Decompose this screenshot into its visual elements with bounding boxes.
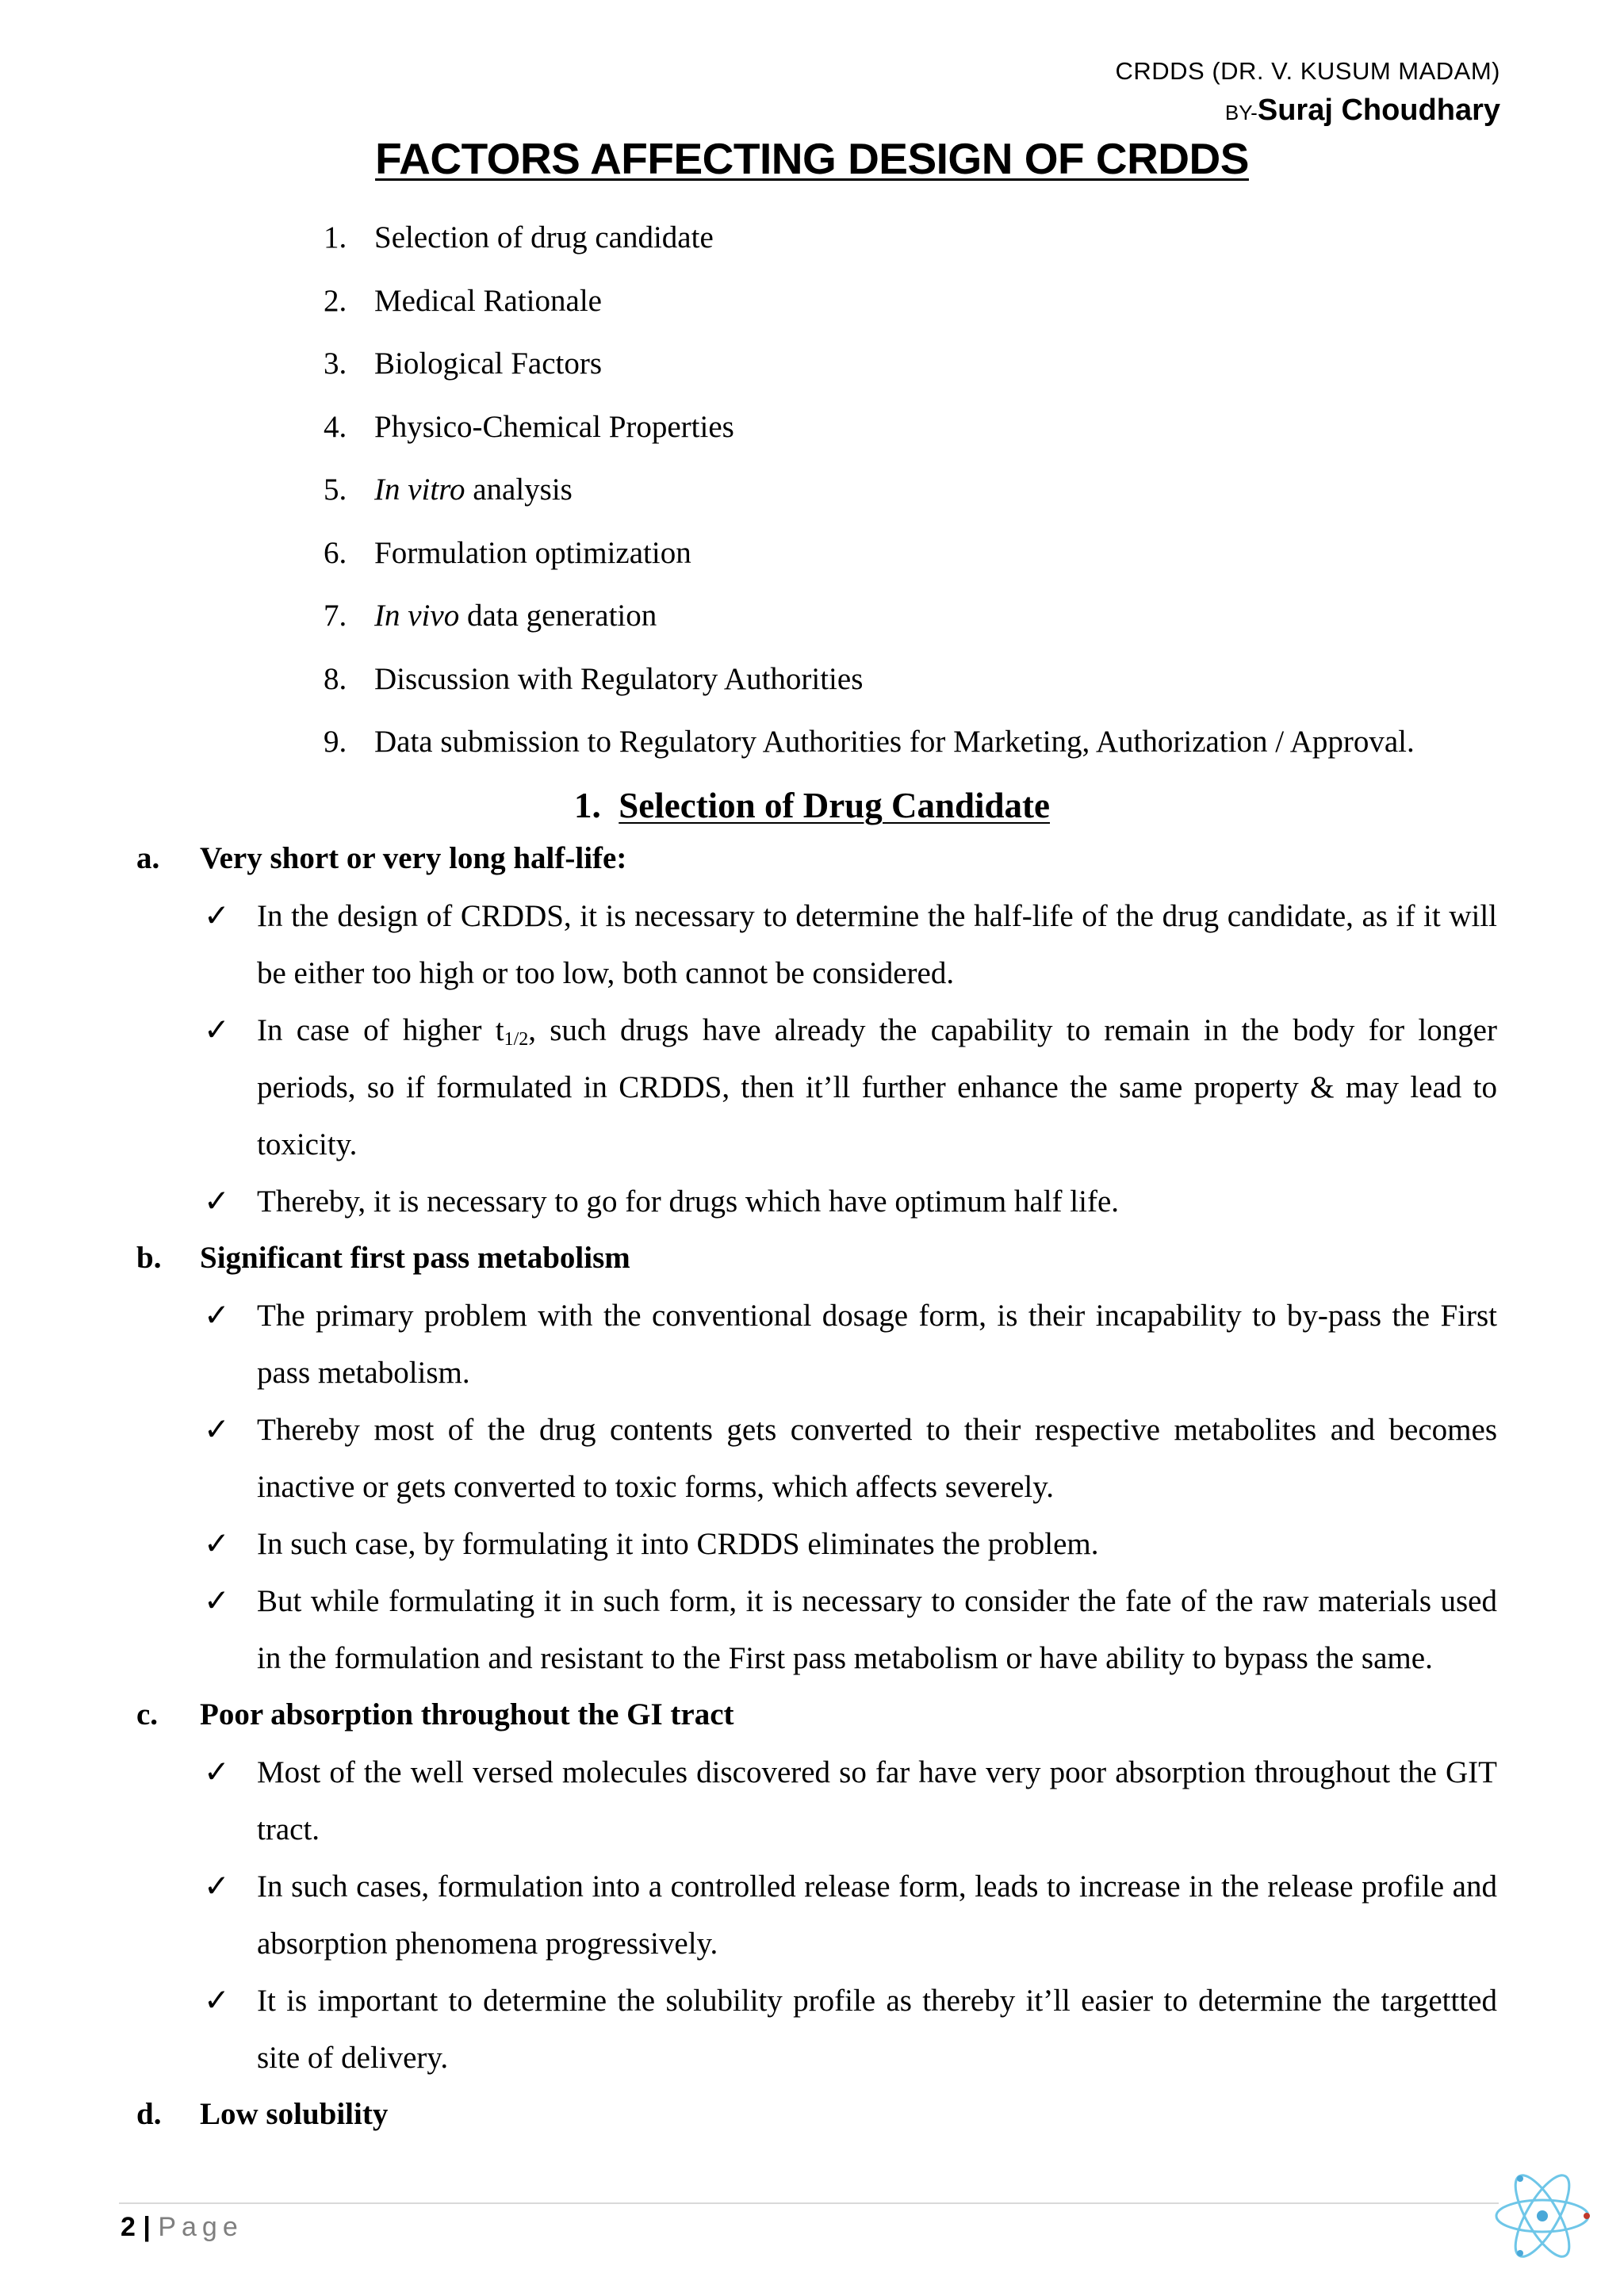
item-number: 8. xyxy=(324,661,347,696)
check-icon: ✓ xyxy=(204,1013,230,1047)
subsection-label: c. xyxy=(136,1697,159,1732)
subsection-title: Very short or very long half-life: xyxy=(200,841,627,875)
section-body xyxy=(136,831,1497,2144)
bullet-text: Most of the well versed molecules discovered so far have very poor absorption throughout the GIT tract. xyxy=(257,1755,1497,1846)
bullet-text: In such case, by formulating it into CRDDS eliminates the problem. xyxy=(257,1527,1099,1561)
check-icon: ✓ xyxy=(204,1527,230,1561)
subsection-title: Significant first pass metabolism xyxy=(200,1241,630,1275)
bullet-item xyxy=(136,1573,1497,1687)
author-name: Suraj Choudhary xyxy=(1257,94,1500,127)
list-item xyxy=(324,277,1415,341)
bullet-text: In such cases, formulation into a controlled release form, leads to increase in the release profile and absorption phenomena progressively. xyxy=(257,1869,1497,1961)
item-text: analysis xyxy=(465,473,573,507)
section-number: 1. xyxy=(574,786,601,825)
item-text: Data submission to Regulatory Authorities for Marketing, Authorization / Approval. xyxy=(374,725,1415,759)
subsection-heading-d xyxy=(136,2087,1497,2144)
item-number: 9. xyxy=(324,725,347,759)
page-word: Page xyxy=(158,2212,243,2242)
bullet-text: Thereby most of the drug contents gets converted to their respective metabolites and becomes inactive or gets converted to toxic forms, which affects severely. xyxy=(257,1413,1497,1504)
check-icon: ✓ xyxy=(204,899,230,933)
check-icon: ✓ xyxy=(204,1984,230,2018)
bullet-item xyxy=(136,1173,1497,1230)
bullet-text: Thereby, it is necessary to go for drugs which have optimum half life. xyxy=(257,1184,1120,1219)
section-heading xyxy=(0,785,1624,826)
item-number: 3. xyxy=(324,346,347,381)
bullet-text: But while formulating it in such form, it is necessary to consider the fate of the raw materials used in the formulation and resistant to the First pass metabolism or have ability to bypass the same. xyxy=(257,1584,1497,1675)
check-icon: ✓ xyxy=(204,1584,230,1618)
bullet-text: It is important to determine the solubility profile as thereby it’ll easier to determine the targettted site of delivery. xyxy=(257,1984,1497,2075)
bullet-item xyxy=(136,1858,1497,1973)
item-number: 1. xyxy=(324,220,347,254)
list-item xyxy=(324,340,1415,404)
list-item xyxy=(324,592,1415,656)
item-number: 4. xyxy=(324,409,347,444)
bullet-item xyxy=(136,1402,1497,1516)
list-item xyxy=(324,530,1415,593)
subsection-title: Low solubility xyxy=(200,2097,389,2131)
header-course: CRDDS (DR. V. KUSUM MADAM) xyxy=(1115,57,1500,85)
subsection-label: d. xyxy=(136,2097,162,2131)
header-by: BY- xyxy=(1224,101,1258,124)
bullet-item xyxy=(136,1973,1497,2087)
list-item xyxy=(324,718,1415,782)
check-icon: ✓ xyxy=(204,1184,230,1219)
atom-logo-icon xyxy=(1491,2164,1594,2267)
factors-list xyxy=(324,214,1415,782)
subsection-heading-c xyxy=(136,1687,1497,1744)
bullet-item xyxy=(136,1002,1497,1173)
item-italic: In vivo xyxy=(374,599,460,633)
subsection-label: b. xyxy=(136,1241,162,1275)
page-number: 2 xyxy=(121,2212,136,2242)
check-icon: ✓ xyxy=(204,1299,230,1333)
footer-divider xyxy=(119,2202,1499,2204)
item-text: Biological Factors xyxy=(374,346,603,381)
subsection-label: a. xyxy=(136,841,160,875)
item-number: 5. xyxy=(324,473,347,507)
bullet-text: In case of higher t xyxy=(257,1013,504,1047)
item-text: Discussion with Regulatory Authorities xyxy=(374,661,864,696)
item-text: Physico-Chemical Properties xyxy=(374,409,734,444)
list-item xyxy=(324,466,1415,530)
page-title: FACTORS AFFECTING DESIGN OF CRDDS xyxy=(375,134,1249,183)
bullet-item xyxy=(136,1744,1497,1858)
section-title: Selection of Drug Candidate xyxy=(619,786,1050,825)
item-number: 6. xyxy=(324,535,347,570)
page-footer xyxy=(121,2212,243,2243)
item-text: Selection of drug candidate xyxy=(374,220,714,254)
check-icon: ✓ xyxy=(204,1413,230,1447)
subsection-title: Poor absorption throughout the GI tract xyxy=(200,1697,734,1732)
check-icon: ✓ xyxy=(204,1755,230,1789)
bullet-item xyxy=(136,1288,1497,1402)
subsection-heading-b xyxy=(136,1230,1497,1288)
footer-separator: | xyxy=(135,2212,159,2242)
list-item xyxy=(324,214,1415,277)
item-italic: In vitro xyxy=(374,473,465,507)
subsection-heading-a xyxy=(136,831,1497,888)
bullet-text: , such drugs have already the capability to remain in the body for longer periods, so if formulated in CRDDS, then it’ll further enhance the same property & may lead to toxicity. xyxy=(257,1013,1497,1161)
list-item xyxy=(324,656,1415,719)
item-text: Formulation optimization xyxy=(374,535,691,570)
subscript: 1/2 xyxy=(504,1029,529,1050)
bullet-item xyxy=(136,888,1497,1002)
item-text: data generation xyxy=(459,599,657,633)
bullet-text: In the design of CRDDS, it is necessary to determine the half-life of the drug candidate, as if it will be either too high or too low, both cannot be considered. xyxy=(257,899,1497,990)
item-text: Medical Rationale xyxy=(374,283,602,318)
item-number: 7. xyxy=(324,599,347,633)
item-number: 2. xyxy=(324,283,347,318)
bullet-item xyxy=(136,1516,1497,1573)
header-author xyxy=(1225,94,1500,128)
bullet-text: The primary problem with the conventional dosage form, is their incapability to by-pass the First pass metabolism. xyxy=(257,1299,1497,1390)
check-icon: ✓ xyxy=(204,1869,230,1904)
list-item xyxy=(324,404,1415,467)
